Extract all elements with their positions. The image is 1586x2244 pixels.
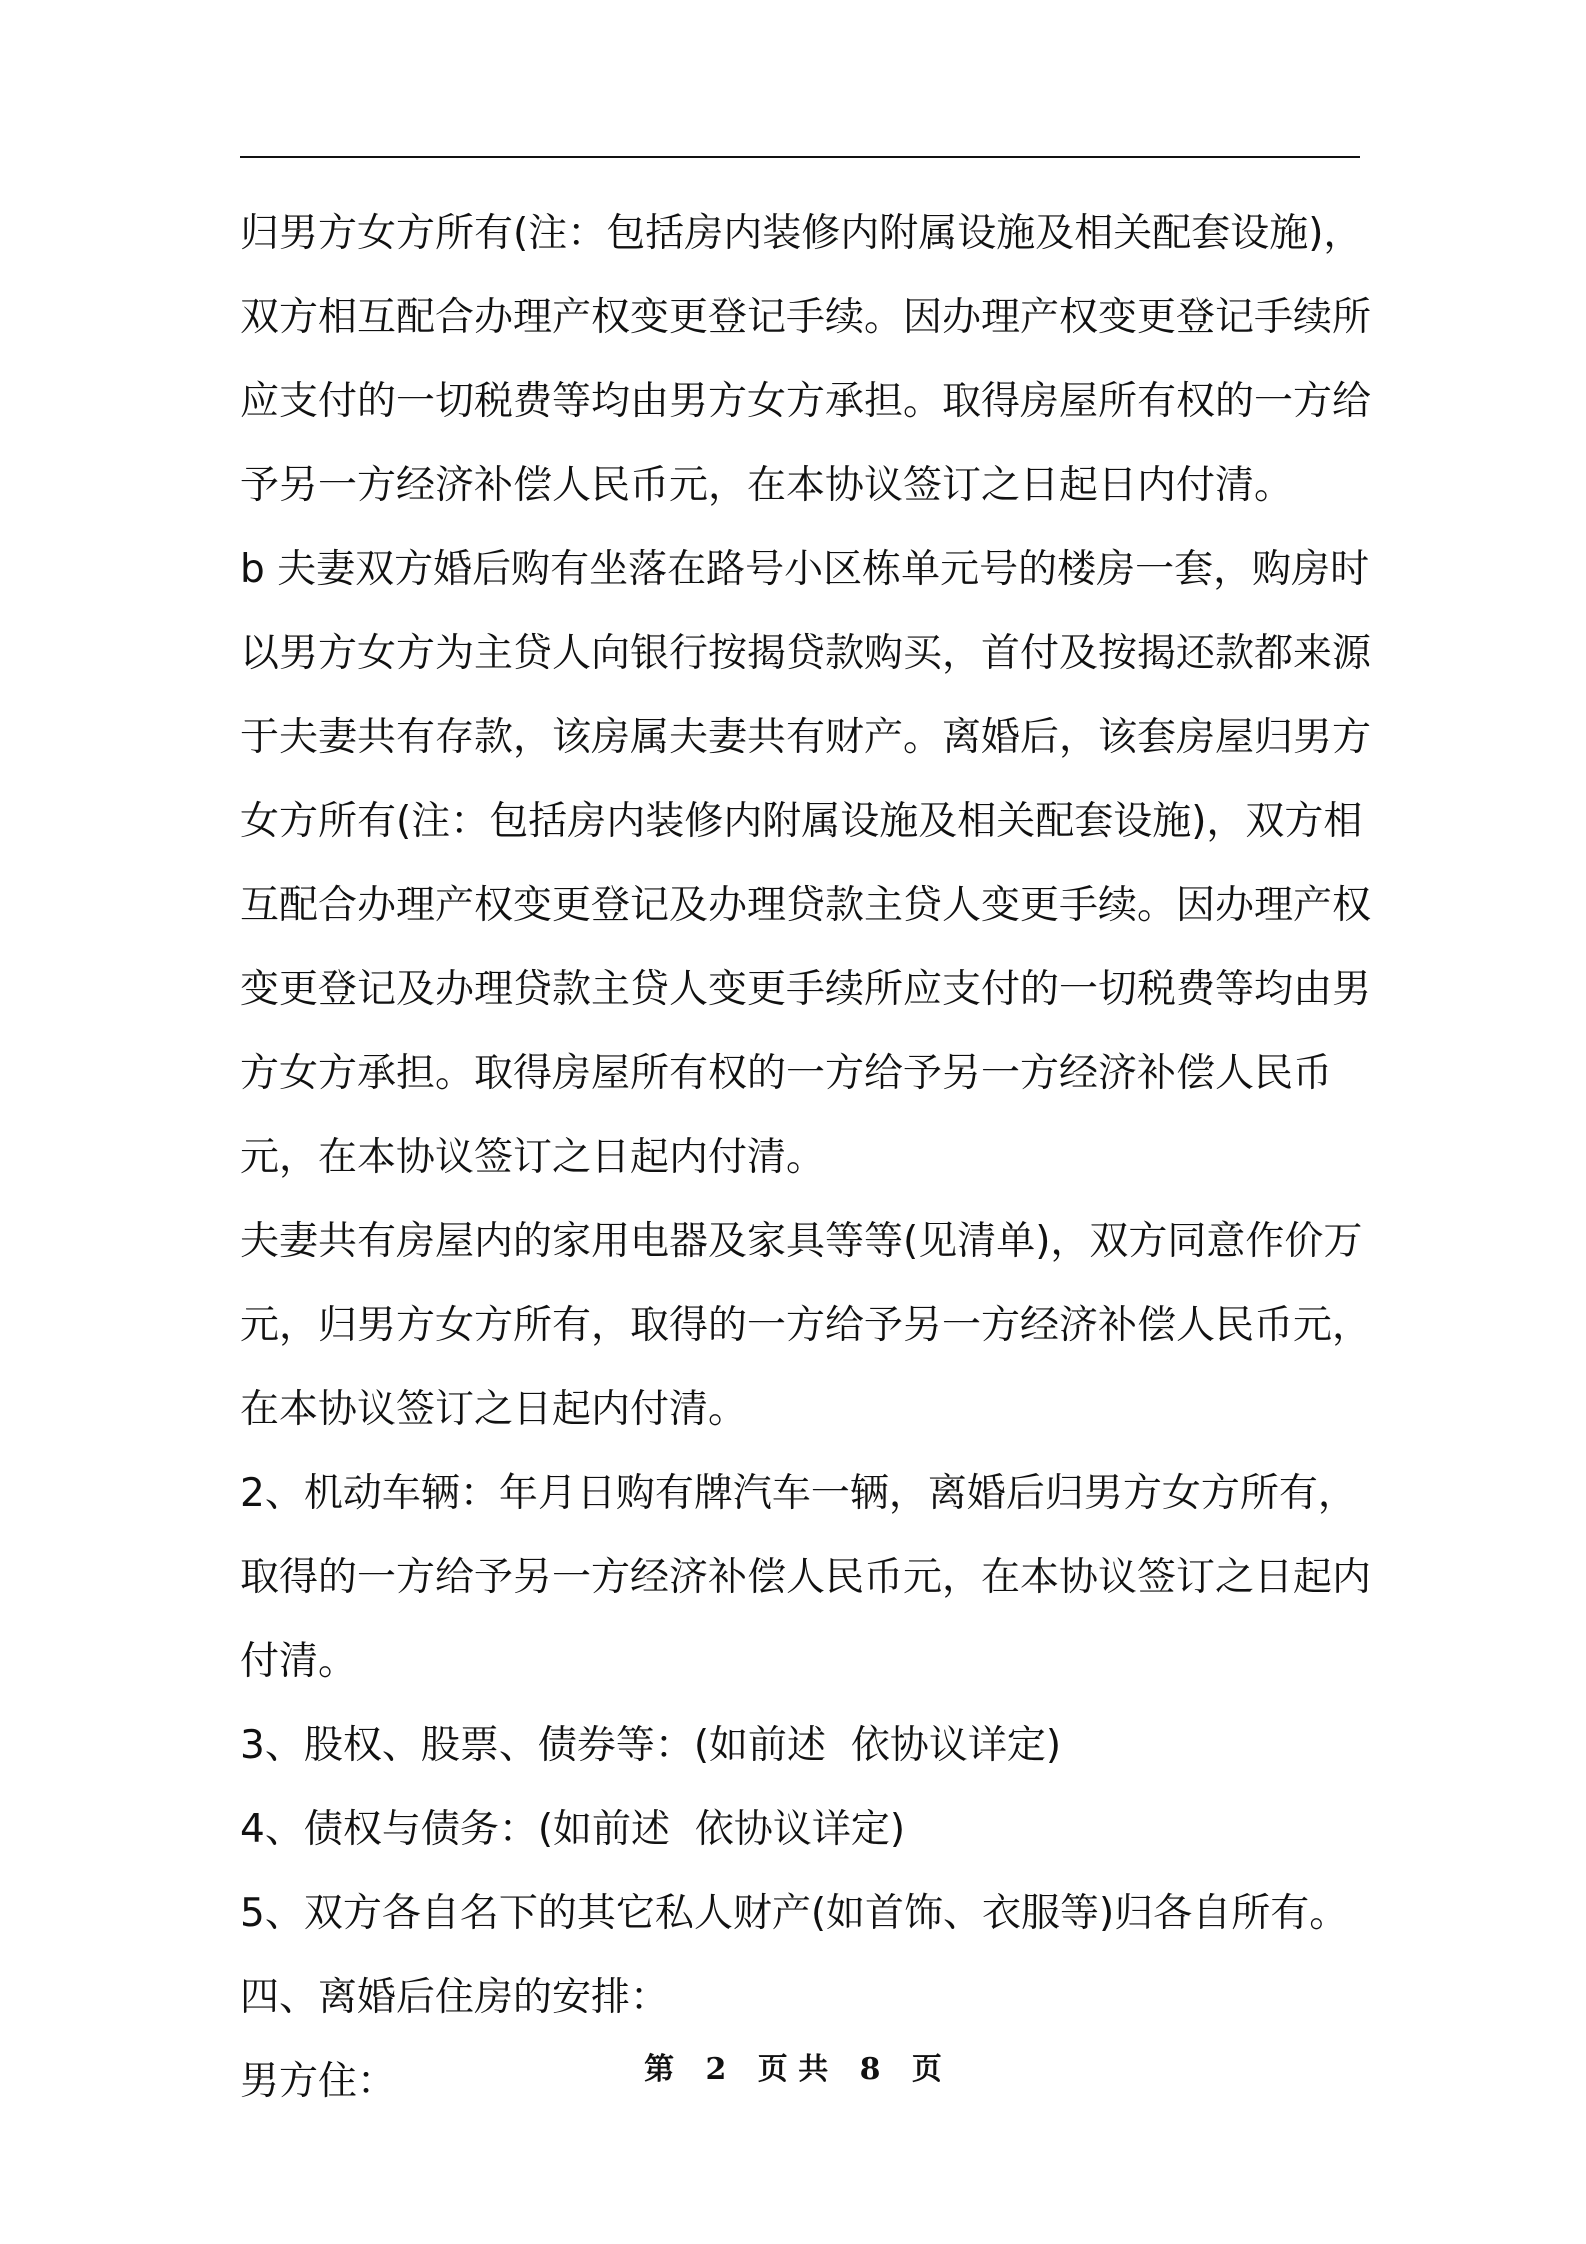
page-footer: [0, 2050, 1586, 2090]
footer-middle: 页 共: [757, 2052, 829, 2087]
paragraph-appliances: 夫妻共有房屋内的家用电器及家具等等(见清单)，双方同意作价万元，归男方女方所有，取得的一方给予另一方经济补偿人民币元，在本协议签订之日起内付清。: [240, 1219, 1372, 1432]
body-text: [240, 192, 1380, 2124]
paragraph-house-a-continued: 归男方女方所有(注：包括房内装修内附属设施及相关配套设施)，双方相互配合办理产权变更登记手续。因办理产权变更登记手续所应支付的一切税费等均由男方女方承担。取得房屋所有权的一方给予另一方经济补偿人民币元，在本协议签订之日起日内付清。: [240, 211, 1372, 508]
paragraph-stocks: 3、股权、股票、债券等：(如前述 依协议详定): [240, 1723, 1062, 1768]
paragraph-male-residence: 男方住：: [240, 2059, 397, 2104]
footer-prefix: 第: [644, 2052, 675, 2087]
footer-total-pages: 8: [859, 2052, 881, 2087]
paragraph-house-b: b 夫妻双方婚后购有坐落在路号小区栋单元号的楼房一套，购房时以男方女方为主贷人向银行按揭贷款购买，首付及按揭还款都来源于夫妻共有存款，该房属夫妻共有财产。离婚后，该套房屋归男方女方所有(注：包括房内装修内附属设施及相关配套设施)，双方相互配合办理产权变更登记及办理贷款主贷人变更手续。因办理产权变更登记及办理贷款主贷人变更手续所应支付的一切税费等均由男方女方承担。取得房屋所有权的一方给予另一方经济补偿人民币元，在本协议签订之日起内付清。: [240, 547, 1372, 1180]
paragraph-debts: 4、债权与债务：(如前述 依协议详定): [240, 1807, 906, 1852]
section-heading-housing: 四、离婚后住房的安排：: [240, 1975, 670, 2020]
footer-suffix: 页: [911, 2052, 942, 2087]
footer-current-page: 2: [705, 2052, 727, 2087]
paragraph-personal-property: 5、双方各自名下的其它私人财产(如首饰、衣服等)归各自所有。: [240, 1891, 1349, 1936]
header-rule: [240, 156, 1360, 158]
paragraph-vehicle: 2、机动车辆：年月日购有牌汽车一辆，离婚后归男方女方所有，取得的一方给予另一方经济补偿人民币元，在本协议签订之日起内付清。: [240, 1471, 1372, 1684]
